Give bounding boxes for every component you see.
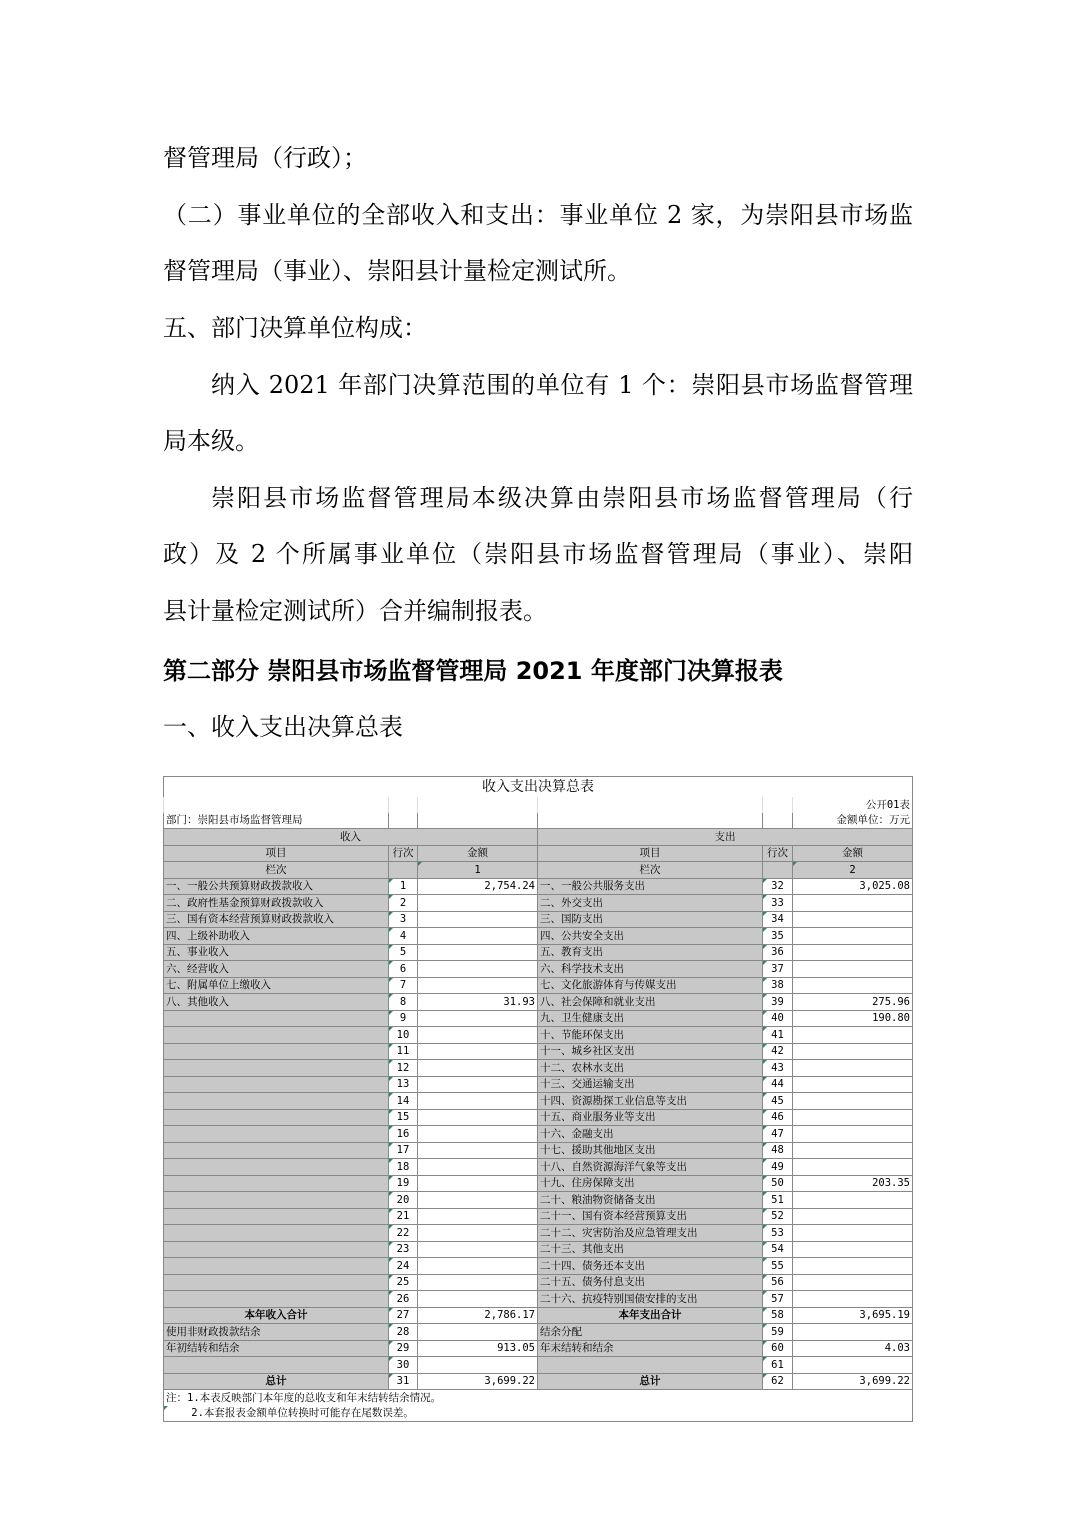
income-row-number: 9 — [389, 1010, 418, 1027]
table-row — [164, 911, 913, 928]
expense-row-number: 51 — [763, 1192, 793, 1209]
table-row — [164, 928, 913, 945]
income-item-cell: 二、政府性基金预算财政拨款收入 — [164, 895, 389, 912]
table-row — [164, 977, 913, 994]
table-row — [164, 1126, 913, 1143]
grand-total-row — [164, 1373, 913, 1390]
table-row — [164, 1192, 913, 1209]
expense-item-cell: 五、教育支出 — [538, 944, 763, 961]
income-total-row-number: 27 — [389, 1307, 418, 1324]
income-item-cell: 使用非财政拨款结余 — [164, 1324, 389, 1341]
income-item-cell: 四、上级补助收入 — [164, 928, 389, 945]
expense-row-number: 54 — [763, 1241, 793, 1258]
income-amount-cell — [418, 1126, 538, 1143]
income-amount-header: 金额 — [418, 845, 538, 862]
table-row — [164, 1043, 913, 1060]
income-item-cell — [164, 1225, 389, 1242]
income-row-number: 25 — [389, 1274, 418, 1291]
table-row — [164, 1225, 913, 1242]
expense-amount-cell — [793, 977, 913, 994]
expense-row-number: 36 — [763, 944, 793, 961]
grand-total-income-amount: 3,699.22 — [418, 1373, 538, 1390]
income-item-cell — [164, 1357, 389, 1374]
income-row-number: 20 — [389, 1192, 418, 1209]
income-row-number: 1 — [389, 878, 418, 895]
income-item-cell — [164, 1241, 389, 1258]
expense-amount-cell — [793, 1076, 913, 1093]
expense-row-number: 50 — [763, 1175, 793, 1192]
income-row-number: 26 — [389, 1291, 418, 1308]
income-item-cell — [164, 1126, 389, 1143]
table-row — [164, 878, 913, 895]
income-amount-cell — [418, 1010, 538, 1027]
form-number: 公开01表 — [793, 797, 913, 813]
expense-row-number: 39 — [763, 994, 793, 1011]
expense-amount-cell — [793, 1043, 913, 1060]
income-row-number: 17 — [389, 1142, 418, 1159]
table-title: 收入支出决算总表 — [164, 777, 913, 798]
table-row — [164, 1027, 913, 1044]
table-row — [164, 961, 913, 978]
income-amount-cell — [418, 1324, 538, 1341]
expense-amount-cell — [793, 1324, 913, 1341]
income-item-cell — [164, 1093, 389, 1110]
income-item-cell — [164, 1142, 389, 1159]
income-amount-cell: 31.93 — [418, 994, 538, 1011]
income-amount-cell — [418, 1076, 538, 1093]
income-row-number: 13 — [389, 1076, 418, 1093]
grand-total-expense-row-number: 62 — [763, 1373, 793, 1390]
expense-item-cell: 九、卫生健康支出 — [538, 1010, 763, 1027]
income-item-cell — [164, 1043, 389, 1060]
table-row — [164, 1175, 913, 1192]
expense-item-cell: 十二、农林水支出 — [538, 1060, 763, 1077]
expense-item-cell — [538, 1357, 763, 1374]
income-item-cell — [164, 1109, 389, 1126]
grand-total-income-label: 总计 — [164, 1373, 389, 1390]
paragraph-line: 县计量检定测试所）合并编制报表。 — [163, 597, 547, 625]
paragraph-line: 督管理局（事业）、崇阳县计量检定测试所。 — [163, 257, 631, 285]
expense-row-number: 37 — [763, 961, 793, 978]
paragraph-line: 政）及 2 个所属事业单位（崇阳县市场监督管理局（事业）、崇阳 — [163, 540, 913, 568]
income-amount-cell — [418, 1175, 538, 1192]
income-amount-cell — [418, 1291, 538, 1308]
income-amount-cell — [418, 1142, 538, 1159]
expense-item-cell: 二十五、债务付息支出 — [538, 1274, 763, 1291]
table-row — [164, 1241, 913, 1258]
income-item-cell — [164, 1010, 389, 1027]
income-amount-cell — [418, 1274, 538, 1291]
expense-row-no-header: 行次 — [763, 845, 793, 862]
expense-item-cell: 二十、粮油物资储备支出 — [538, 1192, 763, 1209]
expense-amount-cell — [793, 1225, 913, 1242]
expense-item-cell: 二十六、抗疫特别国债安排的支出 — [538, 1291, 763, 1308]
expense-total-row-number: 58 — [763, 1307, 793, 1324]
income-row-number: 23 — [389, 1241, 418, 1258]
expense-amount-cell: 275.96 — [793, 994, 913, 1011]
income-amount-cell — [418, 1208, 538, 1225]
income-amount-cell — [418, 1060, 538, 1077]
expense-row-number: 53 — [763, 1225, 793, 1242]
expense-item-cell: 十八、自然资源海洋气象等支出 — [538, 1159, 763, 1176]
income-amount-cell — [418, 1043, 538, 1060]
income-amount-cell — [418, 911, 538, 928]
expense-amount-cell — [793, 944, 913, 961]
income-row-number: 10 — [389, 1027, 418, 1044]
expense-item-cell: 二、外交支出 — [538, 895, 763, 912]
income-row-number: 14 — [389, 1093, 418, 1110]
expense-amount-cell — [793, 895, 913, 912]
expense-item-cell: 二十二、灾害防治及应急管理支出 — [538, 1225, 763, 1242]
income-row-number: 4 — [389, 928, 418, 945]
income-row-number: 16 — [389, 1126, 418, 1143]
expense-amount-cell — [793, 1274, 913, 1291]
income-item-cell: 六、经营收入 — [164, 961, 389, 978]
income-row-number: 6 — [389, 961, 418, 978]
table-section-heading: 一、收入支出决算总表 — [163, 713, 403, 741]
income-row-number: 29 — [389, 1340, 418, 1357]
income-row-number: 22 — [389, 1225, 418, 1242]
income-column-number: 1 — [418, 862, 538, 879]
expense-row-number: 49 — [763, 1159, 793, 1176]
expense-amount-cell — [793, 911, 913, 928]
table-row — [164, 1109, 913, 1126]
expense-row-number: 35 — [763, 928, 793, 945]
paragraph-line: （二）事业单位的全部收入和支出：事业单位 2 家，为崇阳县市场监 — [163, 201, 913, 229]
income-amount-cell — [418, 977, 538, 994]
annual-total-row — [164, 1307, 913, 1324]
expense-amount-cell: 190.80 — [793, 1010, 913, 1027]
expense-row-number: 60 — [763, 1340, 793, 1357]
table-note-2: 2.本套报表金额单位转换时可能存在尾数误差。 — [164, 1406, 913, 1422]
income-row-number: 3 — [389, 911, 418, 928]
income-item-cell — [164, 1159, 389, 1176]
income-item-cell — [164, 1274, 389, 1291]
expense-row-number: 40 — [763, 1010, 793, 1027]
amount-unit: 金额单位：万元 — [793, 813, 913, 829]
paragraph-line: 局本级。 — [163, 427, 259, 455]
income-row-number: 15 — [389, 1109, 418, 1126]
expense-amount-cell — [793, 1208, 913, 1225]
expense-item-cell: 二十一、国有资本经营预算支出 — [538, 1208, 763, 1225]
expense-item-cell: 二十四、债务还本支出 — [538, 1258, 763, 1275]
expense-item-cell: 十六、金融支出 — [538, 1126, 763, 1143]
expense-row-number: 33 — [763, 895, 793, 912]
paragraph-line: 督管理局（行政）； — [163, 144, 367, 172]
income-expense-table — [163, 776, 913, 1422]
income-amount-cell — [418, 1357, 538, 1374]
income-amount-cell — [418, 1258, 538, 1275]
income-row-number: 11 — [389, 1043, 418, 1060]
expense-item-cell: 十五、商业服务业等支出 — [538, 1109, 763, 1126]
expense-lanci-label: 栏次 — [538, 862, 763, 879]
grand-total-expense-amount: 3,699.22 — [793, 1373, 913, 1390]
expense-amount-header: 金额 — [793, 845, 913, 862]
department-label: 部门：崇阳县市场监督管理局 — [164, 813, 389, 829]
income-item-cell — [164, 1258, 389, 1275]
expense-item-cell: 四、公共安全支出 — [538, 928, 763, 945]
income-item-cell — [164, 1175, 389, 1192]
expense-amount-cell: 3,025.08 — [793, 878, 913, 895]
expense-total-label: 本年支出合计 — [538, 1307, 763, 1324]
income-row-no-header: 行次 — [389, 845, 418, 862]
expense-amount-cell — [793, 1241, 913, 1258]
income-amount-cell — [418, 1192, 538, 1209]
expense-item-cell: 六、科学技术支出 — [538, 961, 763, 978]
income-header: 收入 — [164, 829, 538, 846]
expense-total-amount: 3,695.19 — [793, 1307, 913, 1324]
income-row-number: 28 — [389, 1324, 418, 1341]
expense-row-number: 52 — [763, 1208, 793, 1225]
section-heading-five: 五、部门决算单位构成： — [163, 314, 427, 342]
expense-row-number: 42 — [763, 1043, 793, 1060]
expense-row-number: 46 — [763, 1109, 793, 1126]
expense-amount-cell — [793, 1357, 913, 1374]
income-row-number: 30 — [389, 1357, 418, 1374]
income-item-cell — [164, 1208, 389, 1225]
income-row-number: 8 — [389, 994, 418, 1011]
income-item-cell — [164, 1291, 389, 1308]
income-amount-cell — [418, 1241, 538, 1258]
income-amount-cell — [418, 895, 538, 912]
income-total-label: 本年收入合计 — [164, 1307, 389, 1324]
expense-column-number: 2 — [793, 862, 913, 879]
income-amount-cell: 2,754.24 — [418, 878, 538, 895]
expense-item-cell: 十四、资源勘探工业信息等支出 — [538, 1093, 763, 1110]
expense-item-cell: 年末结转和结余 — [538, 1340, 763, 1357]
table-row — [164, 1274, 913, 1291]
table-row — [164, 1159, 913, 1176]
expense-item-cell: 结余分配 — [538, 1324, 763, 1341]
expense-row-number: 55 — [763, 1258, 793, 1275]
income-item-cell: 八、其他收入 — [164, 994, 389, 1011]
expense-amount-cell — [793, 961, 913, 978]
table-row — [164, 895, 913, 912]
expense-amount-cell: 4.03 — [793, 1340, 913, 1357]
expense-row-number: 59 — [763, 1324, 793, 1341]
income-row-number: 24 — [389, 1258, 418, 1275]
expense-amount-cell — [793, 1142, 913, 1159]
income-amount-cell — [418, 944, 538, 961]
income-amount-cell — [418, 1109, 538, 1126]
income-amount-cell — [418, 1225, 538, 1242]
expense-item-header: 项目 — [538, 845, 763, 862]
income-item-cell: 五、事业收入 — [164, 944, 389, 961]
expense-row-number: 43 — [763, 1060, 793, 1077]
expense-row-number: 48 — [763, 1142, 793, 1159]
expense-amount-cell — [793, 928, 913, 945]
paragraph-line: 纳入 2021 年部门决算范围的单位有 1 个：崇阳县市场监督管理 — [211, 371, 913, 399]
income-amount-cell — [418, 1027, 538, 1044]
table-row — [164, 1291, 913, 1308]
table-row — [164, 994, 913, 1011]
expense-row-number: 41 — [763, 1027, 793, 1044]
expense-item-cell: 十九、住房保障支出 — [538, 1175, 763, 1192]
income-amount-cell — [418, 961, 538, 978]
expense-amount-cell — [793, 1258, 913, 1275]
income-row-number: 7 — [389, 977, 418, 994]
expense-amount-cell — [793, 1060, 913, 1077]
expense-amount-cell: 203.35 — [793, 1175, 913, 1192]
expense-row-number: 32 — [763, 878, 793, 895]
expense-item-cell: 十七、援助其他地区支出 — [538, 1142, 763, 1159]
income-row-number: 18 — [389, 1159, 418, 1176]
table-row — [164, 1076, 913, 1093]
expense-item-cell: 八、社会保障和就业支出 — [538, 994, 763, 1011]
expense-row-number: 34 — [763, 911, 793, 928]
income-item-cell — [164, 1060, 389, 1077]
table-row — [164, 1093, 913, 1110]
expense-amount-cell — [793, 1093, 913, 1110]
table-row — [164, 1258, 913, 1275]
income-item-cell — [164, 1076, 389, 1093]
expense-item-cell: 一、一般公共服务支出 — [538, 878, 763, 895]
expense-item-cell: 十、节能环保支出 — [538, 1027, 763, 1044]
expense-amount-cell — [793, 1192, 913, 1209]
expense-amount-cell — [793, 1027, 913, 1044]
expense-row-number: 45 — [763, 1093, 793, 1110]
income-item-cell — [164, 1192, 389, 1209]
income-item-cell — [164, 1027, 389, 1044]
income-item-cell: 一、一般公共预算财政拨款收入 — [164, 878, 389, 895]
income-row-number: 12 — [389, 1060, 418, 1077]
income-row-number: 5 — [389, 944, 418, 961]
income-item-cell: 年初结转和结余 — [164, 1340, 389, 1357]
income-lanci-label: 栏次 — [164, 862, 389, 879]
income-total-amount: 2,786.17 — [418, 1307, 538, 1324]
grand-total-expense-label: 总计 — [538, 1373, 763, 1390]
expense-item-cell: 十三、交通运输支出 — [538, 1076, 763, 1093]
income-row-number: 19 — [389, 1175, 418, 1192]
expense-amount-cell — [793, 1291, 913, 1308]
income-item-cell: 七、附属单位上缴收入 — [164, 977, 389, 994]
expense-row-number: 57 — [763, 1291, 793, 1308]
table-row — [164, 1142, 913, 1159]
paragraph-line: 崇阳县市场监督管理局本级决算由崇阳县市场监督管理局（行 — [211, 484, 913, 512]
grand-total-income-row-number: 31 — [389, 1373, 418, 1390]
expense-amount-cell — [793, 1109, 913, 1126]
income-amount-cell — [418, 928, 538, 945]
income-item-cell: 三、国有资本经营预算财政拨款收入 — [164, 911, 389, 928]
income-row-number: 21 — [389, 1208, 418, 1225]
table-row — [164, 1357, 913, 1374]
expense-row-number: 61 — [763, 1357, 793, 1374]
expense-item-cell: 二十三、其他支出 — [538, 1241, 763, 1258]
table-row — [164, 1208, 913, 1225]
expense-row-number: 44 — [763, 1076, 793, 1093]
expense-item-cell: 十一、城乡社区支出 — [538, 1043, 763, 1060]
income-amount-cell — [418, 1159, 538, 1176]
expense-row-number: 47 — [763, 1126, 793, 1143]
table-row — [164, 1060, 913, 1077]
part-two-heading: 第二部分 崇阳县市场监督管理局 2021 年度部门决算报表 — [163, 657, 783, 685]
income-row-number: 2 — [389, 895, 418, 912]
table-row — [164, 1340, 913, 1357]
income-item-header: 项目 — [164, 845, 389, 862]
table-note-1: 注：1.本表反映部门本年度的总收支和年末结转结余情况。 — [164, 1390, 913, 1406]
expense-item-cell: 七、文化旅游体育与传媒支出 — [538, 977, 763, 994]
expense-header: 支出 — [538, 829, 913, 846]
expense-row-number: 56 — [763, 1274, 793, 1291]
table-row — [164, 944, 913, 961]
expense-row-number: 38 — [763, 977, 793, 994]
table-row — [164, 1010, 913, 1027]
expense-amount-cell — [793, 1126, 913, 1143]
expense-amount-cell — [793, 1159, 913, 1176]
expense-item-cell: 三、国防支出 — [538, 911, 763, 928]
income-amount-cell: 913.05 — [418, 1340, 538, 1357]
income-amount-cell — [418, 1093, 538, 1110]
table-row — [164, 1324, 913, 1341]
